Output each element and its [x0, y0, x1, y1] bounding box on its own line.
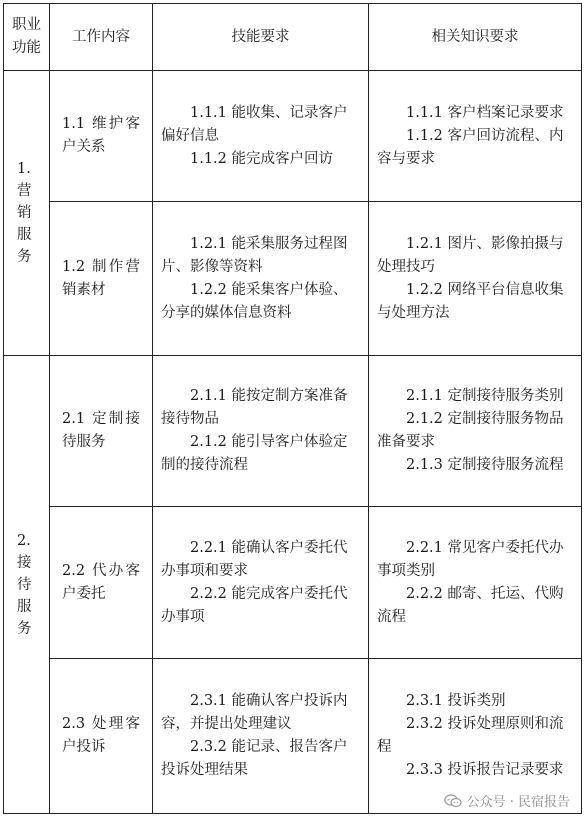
table-row — [4, 356, 582, 507]
knowledge-cell: 1.2.1 图片、影像拍摄与处理技巧 1.2.2 网络平台信息收集与处理方法 — [369, 202, 582, 356]
skills-cell: 2.3.1 能确认客户投诉内容，并提出处理建议 2.3.2 能记录、报告客户投诉处理结果 — [153, 659, 369, 814]
header-content: 工作内容 — [50, 4, 153, 71]
content-cell: 1.1 维护客户关系 — [50, 71, 153, 202]
watermark — [444, 791, 570, 810]
header-row — [4, 4, 582, 71]
skills-cell: 1.2.1 能采集服务过程图片、影像等资料 1.2.2 能采集客户体验、分享的媒体信息资料 — [153, 202, 369, 356]
function-label: 1. 营 销 服 务 — [17, 161, 32, 265]
header-function: 职业 功能 — [4, 4, 50, 71]
function-cell-marketing — [4, 71, 50, 356]
header-knowledge: 相关知识要求 — [369, 4, 582, 71]
table-row — [4, 507, 582, 659]
function-label: 2. 接 待 服 务 — [17, 532, 32, 637]
skills-cell: 2.2.1 能确认客户委托代办事项和要求 2.2.2 能完成客户委托代办事项 — [153, 507, 369, 659]
wechat-icon — [444, 794, 462, 808]
table-row — [4, 202, 582, 356]
content-cell: 2.2 代办客户委托 — [50, 507, 153, 659]
knowledge-cell: 1.1.1 客户档案记录要求 1.1.2 客户回访流程、内容与要求 — [369, 71, 582, 202]
function-cell-reception — [4, 356, 50, 814]
skills-cell: 1.1.1 能收集、记录客户偏好信息 1.1.2 能完成客户回访 — [153, 71, 369, 202]
knowledge-cell: 2.3.1 投诉类别 2.3.2 投诉处理原则和流程 2.3.3 投诉报告记录要求 — [369, 659, 582, 814]
table-row — [4, 71, 582, 202]
content-cell: 2.3 处理客户投诉 — [50, 659, 153, 814]
content-cell: 1.2 制作营销素材 — [50, 202, 153, 356]
knowledge-cell: 2.1.1 定制接待服务类别 2.1.2 定制接待服务物品准备要求 2.1.3 定制接待服务流程 — [369, 356, 582, 507]
content-cell: 2.1 定制接待服务 — [50, 356, 153, 507]
watermark-text: 公众号 · 民宿报告 — [466, 795, 570, 810]
skills-cell: 2.1.1 能按定制方案准备接待物品 2.1.2 能引导客户体验定制的接待流程 — [153, 356, 369, 507]
skills-standard-table — [3, 3, 582, 814]
header-skills: 技能要求 — [153, 4, 369, 71]
knowledge-cell: 2.2.1 常见客户委托代办事项类别 2.2.2 邮寄、托运、代购流程 — [369, 507, 582, 659]
